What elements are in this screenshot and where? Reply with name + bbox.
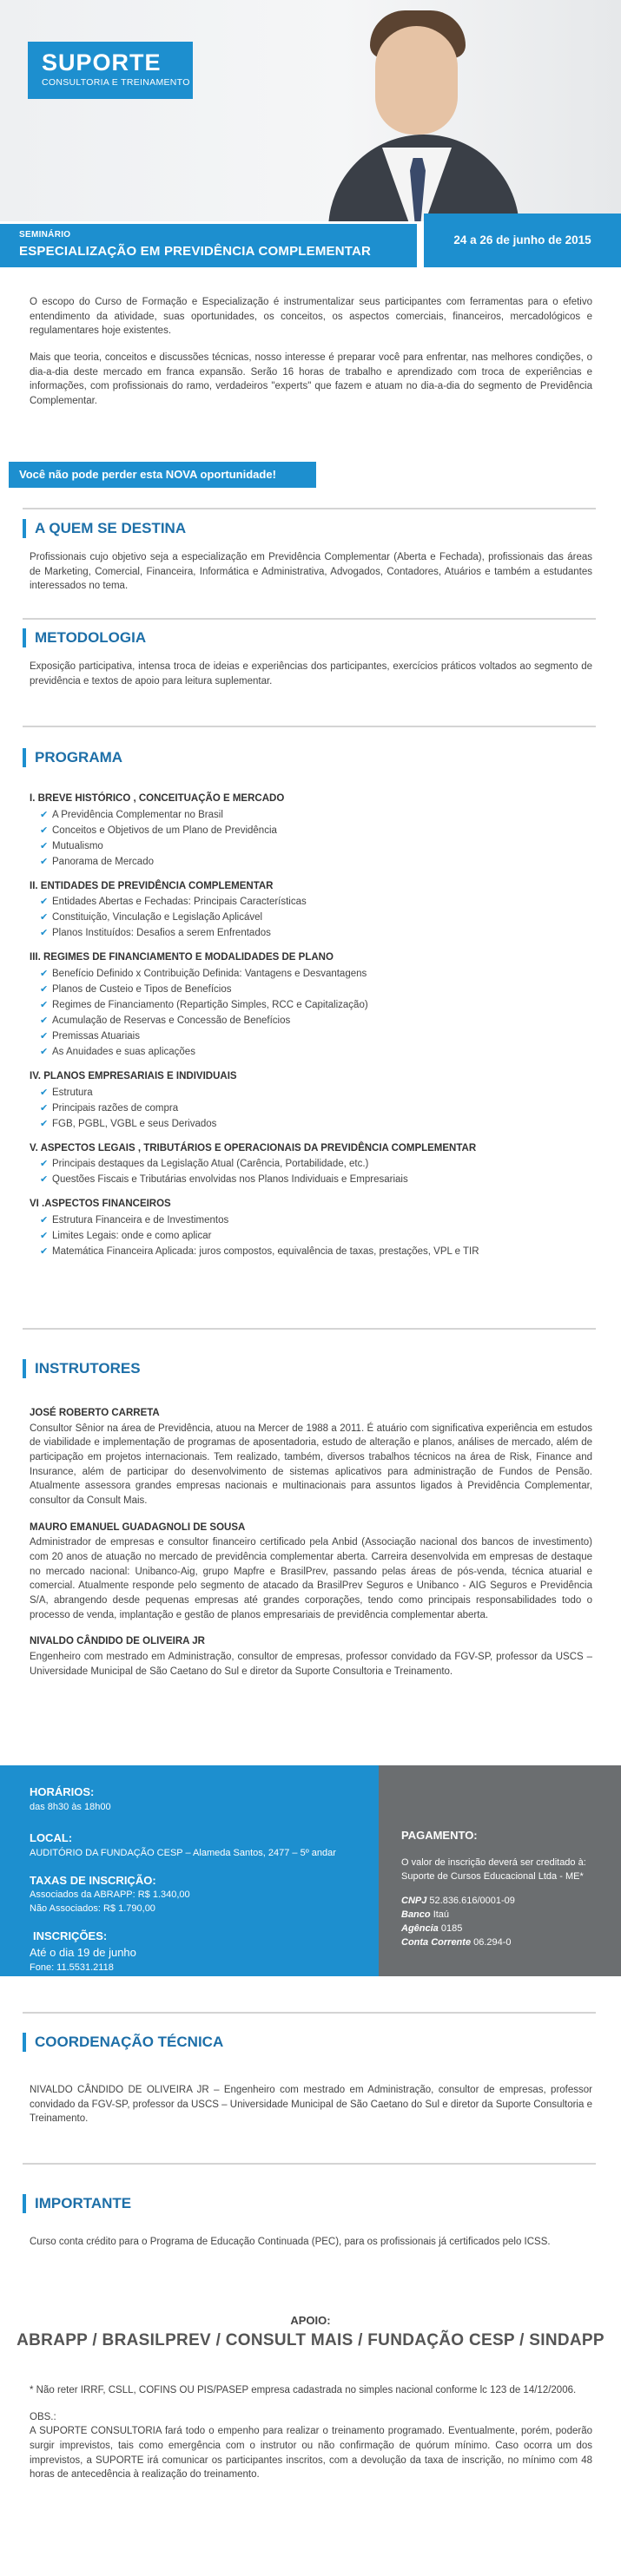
- check-icon: ✔: [40, 1118, 49, 1129]
- instructor-bio: Engenheiro com mestrado em Administração, consultor de empresas, professor convidado da FGV-SP, professor da USCS – Universidade Municipal de São Caetano do Sul e diretor da Suporte Consultoria e Treinamento.: [30, 1652, 592, 1677]
- divider: [23, 1328, 596, 1330]
- payment-agency: Agência 0185: [401, 1922, 463, 1934]
- payment-box: [379, 1765, 621, 1976]
- list-item: ✔ Panorama de Mercado: [30, 854, 592, 870]
- coord-text: NIVALDO CÂNDIDO DE OLIVEIRA JR – Engenheiro com mestrado em Administração, consultor de empresas, professor convidado da FGV-SP, professor da USCS – Universidade Municipal de São Caetano do Sul e diretor da Suporte Consultoria e Treinamento.: [30, 2085, 592, 2125]
- check-icon: ✔: [40, 1102, 49, 1114]
- list-item: ✔ Matemática Financeira Aplicada: juros compostos, equivalência de taxas, prestações, VPL e TIR: [30, 1244, 592, 1259]
- check-icon: ✔: [40, 1015, 49, 1027]
- check-icon: ✔: [40, 897, 49, 908]
- obs-heading: OBS.:: [30, 2411, 56, 2422]
- divider: [23, 618, 596, 620]
- check-icon: ✔: [40, 1047, 49, 1058]
- footer-notes: [30, 2383, 592, 2494]
- check-icon: ✔: [40, 1174, 49, 1186]
- support-heading: APOIO:: [290, 2314, 331, 2327]
- check-icon: ✔: [40, 1246, 49, 1258]
- section-title-important: IMPORTANTE: [23, 2194, 131, 2213]
- program-group-heading: IV. PLANOS EMPRESARIAIS E INDIVIDUAIS: [30, 1071, 237, 1082]
- phone: Fone: 11.5531.2118: [30, 1962, 114, 1973]
- check-icon: ✔: [40, 969, 49, 980]
- registration-heading: INSCRIÇÕES:: [33, 1929, 108, 1943]
- program-group-heading: VI .ASPECTOS FINANCEIROS: [30, 1199, 171, 1210]
- program-list: [30, 792, 592, 1269]
- divider: [23, 508, 596, 509]
- program-group-heading: II. ENTIDADES DE PREVIDÊNCIA COMPLEMENTAR: [30, 880, 274, 891]
- list-item: ✔ Constituição, Vinculação e Legislação Aplicável: [30, 910, 592, 925]
- section-title-program: PROGRAMA: [23, 748, 122, 767]
- check-icon: ✔: [40, 1159, 49, 1170]
- event-title-box: [0, 224, 417, 267]
- section-title-instructors: INSTRUTORES: [23, 1359, 141, 1378]
- payment-text: O valor de inscrição deverá ser creditado à: Suporte de Cursos Educacional Ltda - ME*: [401, 1856, 586, 1882]
- local-value: AUDITÓRIO DA FUNDAÇÃO CESP – Alameda Santos, 2477 – 5º andar: [30, 1847, 336, 1858]
- fees-heading: TAXAS DE INSCRIÇÃO:: [30, 1873, 156, 1887]
- program-group: [30, 950, 592, 1060]
- intro-text: [30, 295, 592, 421]
- instructor-name: MAURO EMANUEL GUADAGNOLI DE SOUSA: [30, 1521, 246, 1533]
- list-item: ✔ As Anuidades e suas aplicações: [30, 1044, 592, 1060]
- list-item: ✔ Premissas Atuariais: [30, 1028, 592, 1044]
- check-icon: ✔: [40, 1087, 49, 1098]
- event-dates: 24 a 26 de junho de 2015: [424, 214, 621, 267]
- program-group: [30, 1069, 592, 1132]
- payment-cnpj: CNPJ 52.836.616/0001-09: [401, 1895, 515, 1906]
- check-icon: ✔: [40, 928, 49, 939]
- hours-heading: HORÁRIOS:: [30, 1785, 95, 1798]
- cta-banner: Você não pode perder esta NOVA oportunidade!: [9, 462, 316, 488]
- instructor-name: NIVALDO CÂNDIDO DE OLIVEIRA JR: [30, 1636, 205, 1647]
- fee-non-associated: Não Associados: R$ 1.790,00: [30, 1903, 155, 1915]
- brand-name: SUPORTE: [42, 49, 162, 76]
- list-item: ✔ Principais razões de compra: [30, 1101, 592, 1116]
- brand-logo: [28, 42, 193, 99]
- list-item: ✔ FGB, PGBL, VGBL e seus Derivados: [30, 1116, 592, 1132]
- check-icon: ✔: [40, 984, 49, 996]
- check-icon: ✔: [40, 809, 49, 820]
- divider: [23, 726, 596, 727]
- check-icon: ✔: [40, 1000, 49, 1011]
- tax-note: * Não reter IRRF, CSLL, COFINS OU PIS/PASEP empresa cadastrada no simples nacional conforme lc 123 de 14/12/2006.: [30, 2385, 577, 2395]
- list-item: ✔ Entidades Abertas e Fechadas: Principais Características: [30, 894, 592, 910]
- obs-text: A SUPORTE CONSULTORIA fará todo o empenho para realizar o treinamento programado. Eventualmente, porém, poderão surgir imprevistos, tais como emergência com o instrutor ou não confirmação de quórum mínimo. Caso ocorra um dos imprevistos, a SUPORTE irá comunicar os participantes inscritos, com a devolução da taxa de inscrição, no mínimo com 48 horas de antecedência à realização do treinamento.: [30, 2426, 592, 2481]
- list-item: ✔ A Previdência Complementar no Brasil: [30, 807, 592, 823]
- check-icon: ✔: [40, 1215, 49, 1226]
- section-title-audience: A QUEM SE DESTINA: [23, 519, 186, 538]
- support-list: ABRAPP / BRASILPREV / CONSULT MAIS / FUNDAÇÃO CESP / SINDAPP: [17, 2331, 604, 2349]
- photo-face: [375, 26, 458, 135]
- list-item: ✔ Limites Legais: onde e como aplicar: [30, 1228, 592, 1244]
- check-icon: ✔: [40, 912, 49, 923]
- list-item: ✔ Conceitos e Objetivos de um Plano de Previdência: [30, 823, 592, 838]
- instructor-name: JOSÉ ROBERTO CARRETA: [30, 1408, 160, 1418]
- program-group-heading: V. ASPECTOS LEGAIS , TRIBUTÁRIOS E OPERACIONAIS DA PREVIDÊNCIA COMPLEMENTAR: [30, 1142, 477, 1153]
- list-item: ✔ Estrutura: [30, 1085, 592, 1101]
- method-text: Exposição participativa, intensa troca de ideias e experiências dos participantes, exercícios práticos voltados ao segmento de previdência e textos de apoio para leitura suplementar.: [30, 661, 592, 687]
- audience-text: Profissionais cujo objetivo seja a especialização em Previdência Complementar (Aberta e Fechada), profissionais das áreas de Marketing, Comercial, Financeira, Informática e Administrativa, Advogados, Contadores, Atuários e também a estudantes interessados no tema.: [30, 552, 592, 592]
- instructor-bio: Administrador de empresas e consultor financeiro certificado pela Anbid (Associação nacional dos bancos de investimento) com 20 anos de atuação no mercado de previdência complementar aberta. Carreira desenvolvida em empresas de destaque no mercado nacional: Unibanco-Aig, grupo Mapfre e BrasilPrev, passando pelas áreas de pós-venda, técnica atuarial e comercial. Atualmente responde pelo segmento de atacado da BrasilPrev Seguros e Unibanco - AIG Seguros e Previdência S/A, abrangendo desde pequenas empresas até grandes corporações, tendo como principais responsabilidades todo o processo de venda, implantação e gestão de planos empresariais de previdência complementar aberta.: [30, 1537, 592, 1620]
- check-icon: ✔: [40, 1231, 49, 1242]
- list-item: ✔ Regimes de Financiamento (Repartição Simples, RCC e Capitalização): [30, 997, 592, 1013]
- fee-associated: Associados da ABRAPP: R$ 1.340,00: [30, 1889, 190, 1901]
- payment-account: Conta Corrente 06.294-0: [401, 1936, 512, 1948]
- section-title-coord: COORDENAÇÃO TÉCNICA: [23, 2033, 223, 2052]
- info-panel: [0, 1765, 621, 1987]
- hours-value: das 8h30 às 18h00: [30, 1801, 111, 1812]
- event-title: ESPECIALIZAÇÃO EM PREVIDÊNCIA COMPLEMENTAR: [19, 243, 372, 259]
- list-item: ✔ Planos Instituídos: Desafios a serem Enfrentados: [30, 925, 592, 941]
- payment-heading: PAGAMENTO:: [401, 1829, 478, 1842]
- title-bar: [0, 214, 621, 267]
- event-info-box: [0, 1765, 379, 1987]
- payment-bank: Banco Itaú: [401, 1909, 450, 1920]
- instructor-bio: Consultor Sênior na área de Previdência, atuou na Mercer de 1988 a 2011. É atuário com significativa experiência em estudos de viabilidade e implementação de programas de aposentadoria, estudo de alteração e planos, análises de mercado, além de participação em projetos internacionais. Tem realizado, também, diversos trabalhos técnicos na área de Risk, Finance and Insurance, além de participar do desenvolvimento de sistemas aplicativos para administração de Fundos de Pensão. Atualmente assessora grandes empresas nacionais e multinacionais para assuntos ligados à Previdência Complementar, consultor da Consult Mais.: [30, 1423, 592, 1507]
- list-item: ✔ Benefício Definido x Contribuição Definida: Vantagens e Desvantagens: [30, 966, 592, 982]
- local-heading: LOCAL:: [30, 1830, 73, 1844]
- check-icon: ✔: [40, 856, 49, 867]
- list-item: ✔ Planos de Custeio e Tipos de Benefícios: [30, 982, 592, 997]
- instructors-list: [30, 1406, 592, 1691]
- section-title-method: METODOLOGIA: [23, 628, 146, 647]
- hero-banner: [0, 0, 621, 221]
- program-group-heading: III. REGIMES DE FINANCIAMENTO E MODALIDADES DE PLANO: [30, 952, 334, 963]
- check-icon: ✔: [40, 825, 49, 836]
- check-icon: ✔: [40, 840, 49, 851]
- program-group: [30, 792, 592, 870]
- list-item: ✔ Acumulação de Reservas e Concessão de Benefícios: [30, 1013, 592, 1028]
- important-text: Curso conta crédito para o Programa de Educação Continuada (PEC), para os profissionais já certificados pelo ICSS.: [30, 2237, 551, 2247]
- divider: [23, 2012, 596, 2014]
- list-item: ✔ Mutualismo: [30, 838, 592, 854]
- registration-deadline: Até o dia 19 de junho: [30, 1946, 136, 1960]
- list-item: ✔ Questões Fiscais e Tributárias envolvidas nos Planos Individuais e Empresariais: [30, 1172, 592, 1187]
- list-item: ✔ Estrutura Financeira e de Investimentos: [30, 1212, 592, 1228]
- divider: [23, 2163, 596, 2165]
- program-group: [30, 879, 592, 942]
- program-group: [30, 1141, 592, 1188]
- email-link[interactable]: E-mail: treinamento@suporteconsult.com.br: [30, 1975, 216, 1987]
- brand-tagline: CONSULTORIA E TREINAMENTO: [42, 77, 190, 88]
- event-kind: SEMINÁRIO: [19, 230, 71, 240]
- program-group: [30, 1197, 592, 1259]
- intro-paragraph: Mais que teoria, conceitos e discussões técnicas, nosso interesse é preparar você para enfrentar, nas melhores condições, o dia-a-dia deste mercado em franca expansão. Serão 16 horas de trabalho e aprendizado com troca de experiências e informações, com profissionais do ramo, verdadeiros "experts" que fazem e atuam no dia-a-dia do segmento de Previdência Complementar.: [30, 352, 592, 407]
- check-icon: ✔: [40, 1031, 49, 1042]
- list-item: ✔ Principais destaques da Legislação Atual (Carência, Portabilidade, etc.): [30, 1156, 592, 1172]
- program-group-heading: I. BREVE HISTÓRICO , CONCEITUAÇÃO E MERCADO: [30, 793, 285, 804]
- intro-paragraph: O escopo do Curso de Formação e Especialização é instrumentalizar seus participantes com ferramentas para o efetivo entendimento da atividade, suas oportunidades, os conceitos, os aspectos comerciais, financeiros, mercadológicos e regulamentares hoje existentes.: [30, 297, 592, 337]
